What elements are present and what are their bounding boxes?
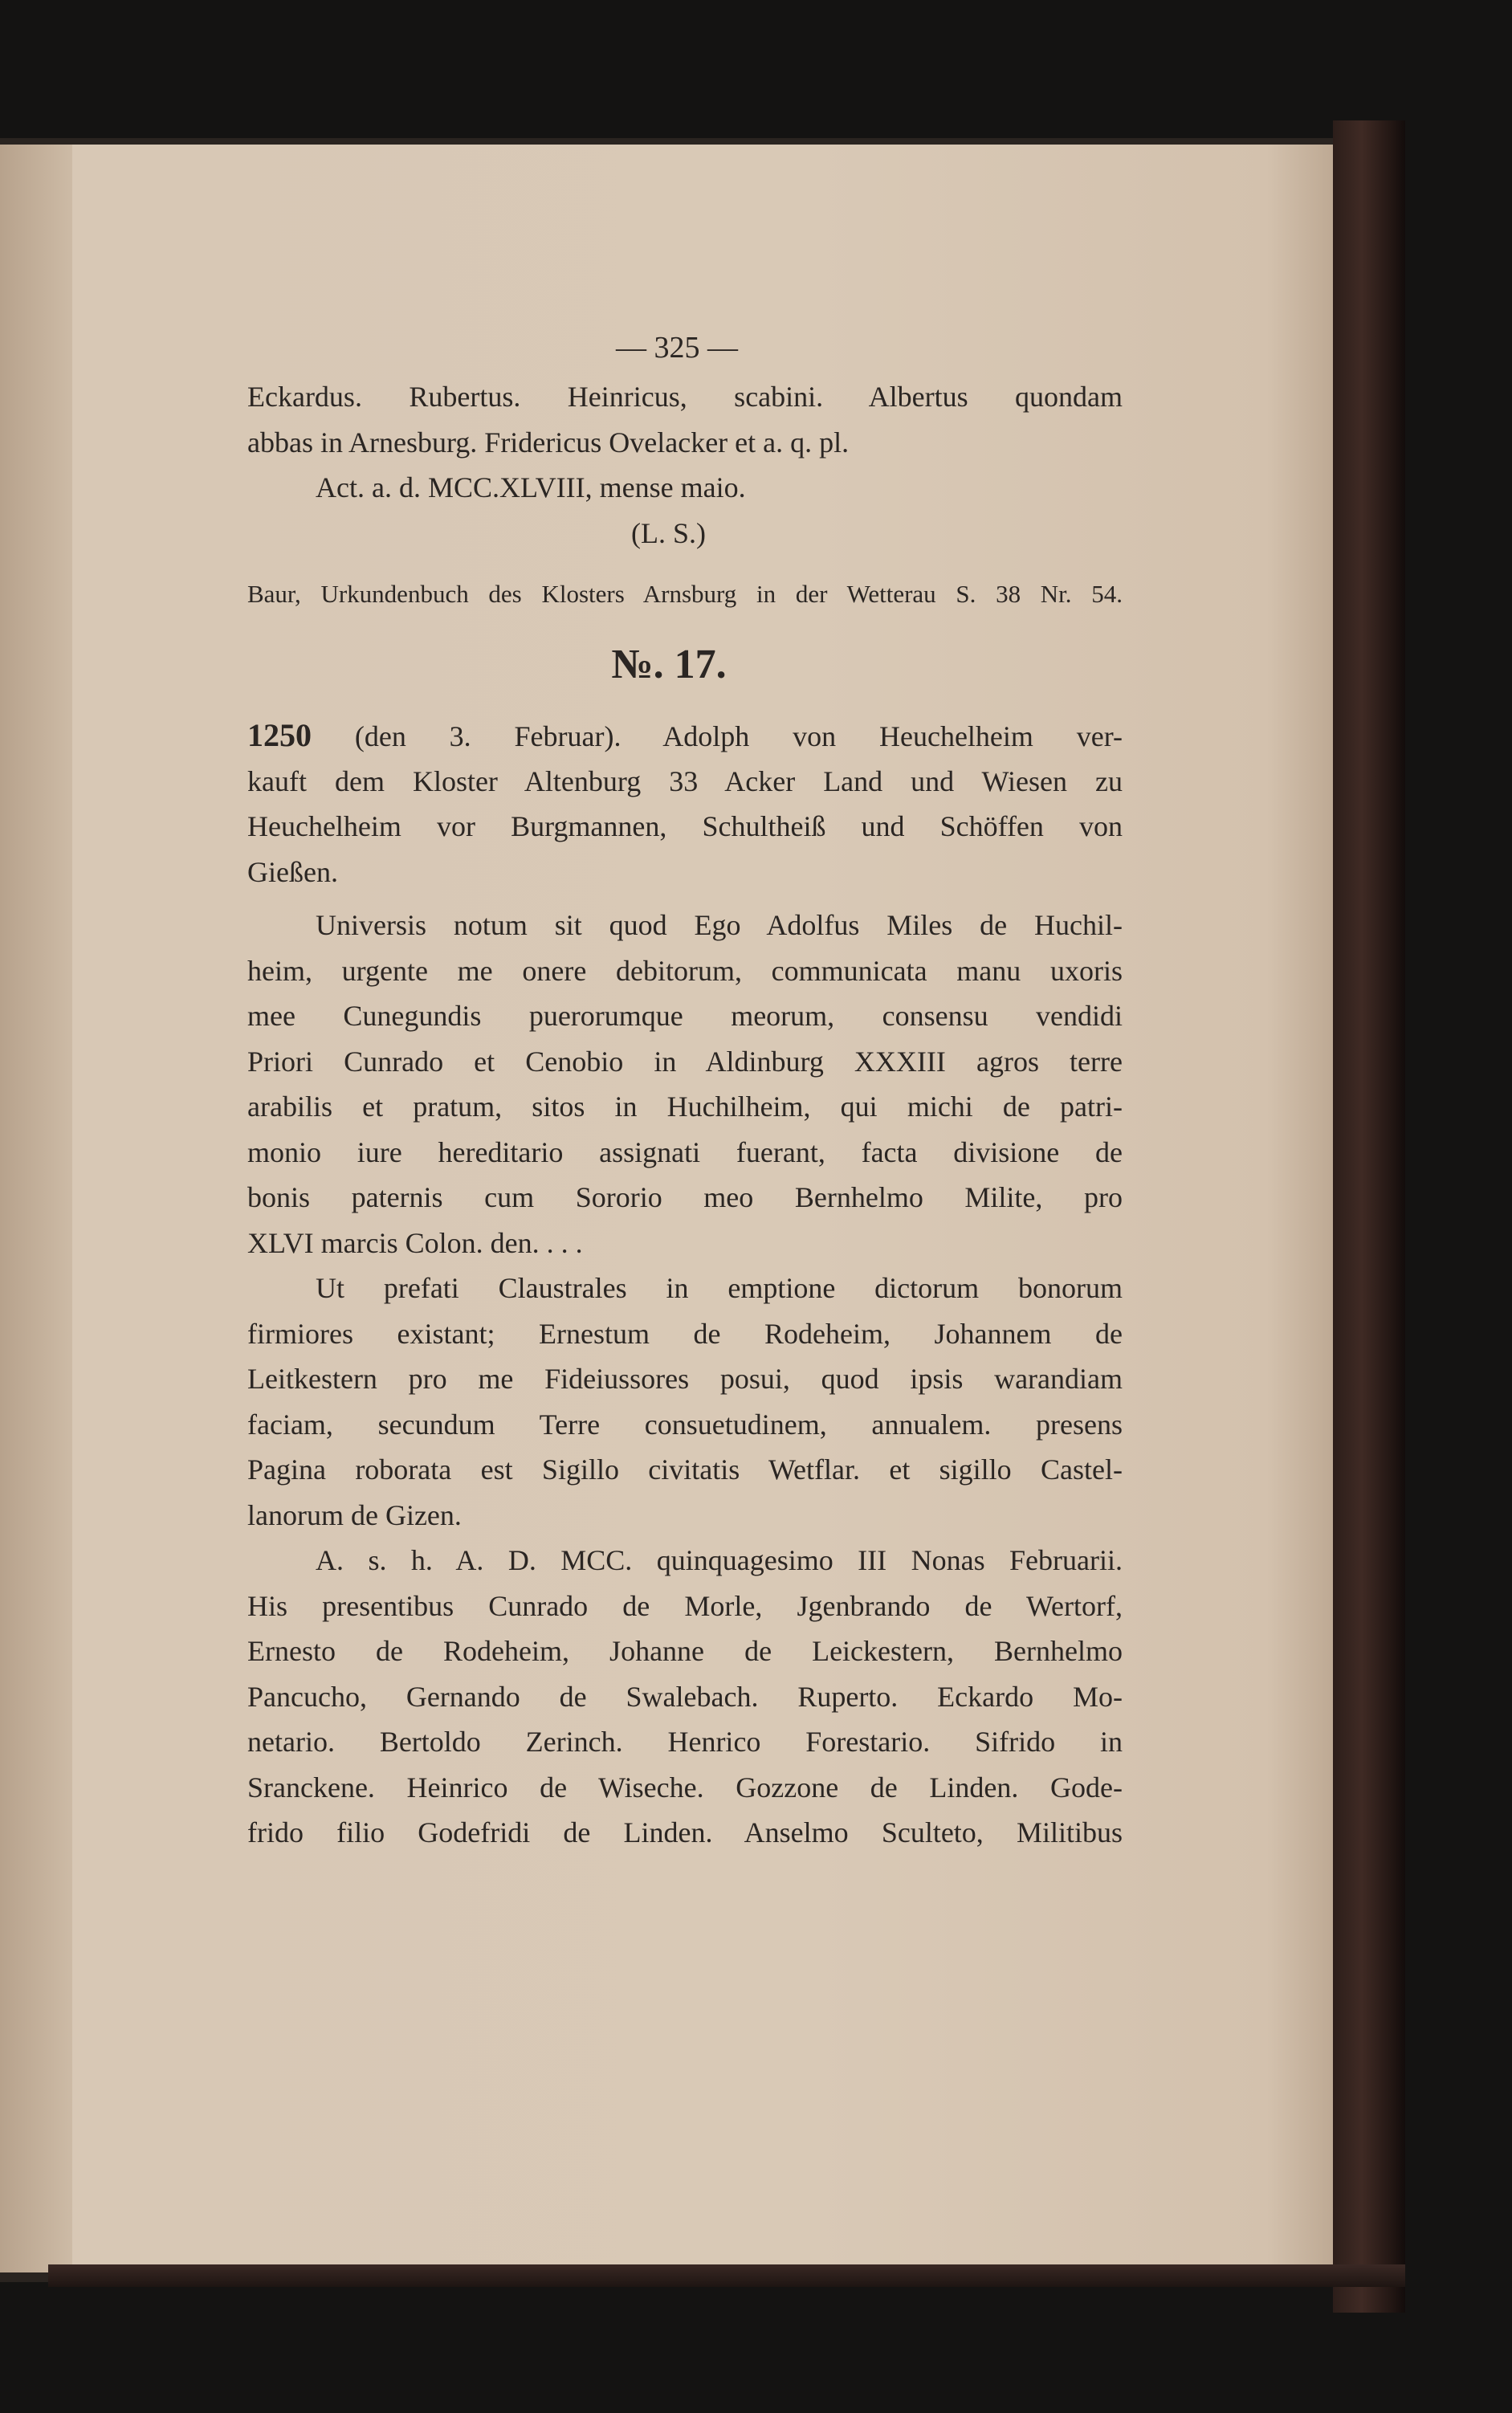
summary-year: 1250 bbox=[247, 717, 312, 753]
body-line: bonis paternis cum Sororio meo Bernhelmo Milite, pro bbox=[247, 1181, 1123, 1213]
body-line: Pancucho, Gernando de Swalebach. Ruperto. Eckardo Mo- bbox=[247, 1680, 1123, 1713]
summary-line bbox=[247, 713, 1123, 759]
page-text bbox=[247, 321, 1123, 1856]
book-bottom-edge bbox=[48, 2264, 1405, 2287]
body-line: Ernesto de Rodeheim, Johanne de Leickestern, Bernhelmo bbox=[247, 1635, 1123, 1667]
book-binding bbox=[1333, 120, 1405, 2313]
source-reference: Baur, Urkundenbuch des Klosters Arnsburg in der Wetterau S. 38 Nr. 54. bbox=[247, 580, 1123, 608]
body-line: Universis notum sit quod Ego Adolfus Miles de Huchil- bbox=[316, 909, 1123, 941]
summary-line-rest: (den 3. Februar). Adolph von Heuchelheim ver- bbox=[312, 720, 1123, 752]
body-line: Priori Cunrado et Cenobio in Aldinburg XXXIII agros terre bbox=[247, 1045, 1123, 1078]
header-line: Eckardus. Rubertus. Heinricus, scabini. Albertus quondam bbox=[247, 381, 1123, 413]
summary-line: Gießen. bbox=[247, 855, 338, 888]
header-line: abbas in Arnesburg. Fridericus Ovelacker et a. q. pl. bbox=[247, 426, 850, 459]
summary-line: Heuchelheim vor Burgmannen, Schultheiß und Schöffen von bbox=[247, 810, 1123, 842]
body-line: mee Cunegundis puerorumque meorum, consensu vendidi bbox=[247, 1000, 1123, 1032]
body-line: His presentibus Cunrado de Morle, Jgenbrando de Wertorf, bbox=[247, 1589, 1123, 1622]
body-line: netario. Bertoldo Zerinch. Henrico Forestario. Sifrido in bbox=[247, 1726, 1123, 1758]
body-line: Sranckene. Heinrico de Wiseche. Gozzone de Linden. Gode- bbox=[247, 1771, 1123, 1804]
page-number: — 325 — bbox=[616, 331, 738, 365]
body-line: heim, urgente me onere debitorum, communicata manu uxoris bbox=[247, 954, 1123, 987]
act-line: Act. a. d. MCC.XLVIII, mense maio. bbox=[316, 471, 746, 503]
body-line: XLVI marcis Colon. den. . . . bbox=[247, 1226, 583, 1259]
summary-line: kauft dem Kloster Altenburg 33 Acker Land und Wiesen zu bbox=[247, 764, 1123, 797]
seal-line: (L. S.) bbox=[631, 516, 706, 549]
body-line: Pagina roborata est Sigillo civitatis Wetflar. et sigillo Castel- bbox=[247, 1453, 1123, 1486]
body-line: arabilis et pratum, sitos in Huchilheim, qui michi de patri- bbox=[247, 1090, 1123, 1123]
body-line: Leitkestern pro me Fideiussores posui, quod ipsis warandiam bbox=[247, 1363, 1123, 1395]
body-line: firmiores existant; Ernestum de Rodeheim, Johannem de bbox=[247, 1317, 1123, 1350]
body-line: monio iure hereditario assignati fuerant, facta divisione de bbox=[247, 1135, 1123, 1168]
document-number: №. 17. bbox=[611, 642, 727, 687]
page-left-edge bbox=[0, 145, 72, 2272]
body-line: lanorum de Gizen. bbox=[247, 1498, 462, 1531]
body-line: faciam, secundum Terre consuetudinem, annualem. presens bbox=[247, 1408, 1123, 1441]
body-line: frido filio Godefridi de Linden. Anselmo Sculteto, Militibus bbox=[247, 1816, 1123, 1848]
body-line: Ut prefati Claustrales in emptione dictorum bonorum bbox=[316, 1272, 1123, 1304]
body-line: A. s. h. A. D. MCC. quinquagesimo III Nonas Februarii. bbox=[316, 1544, 1123, 1576]
